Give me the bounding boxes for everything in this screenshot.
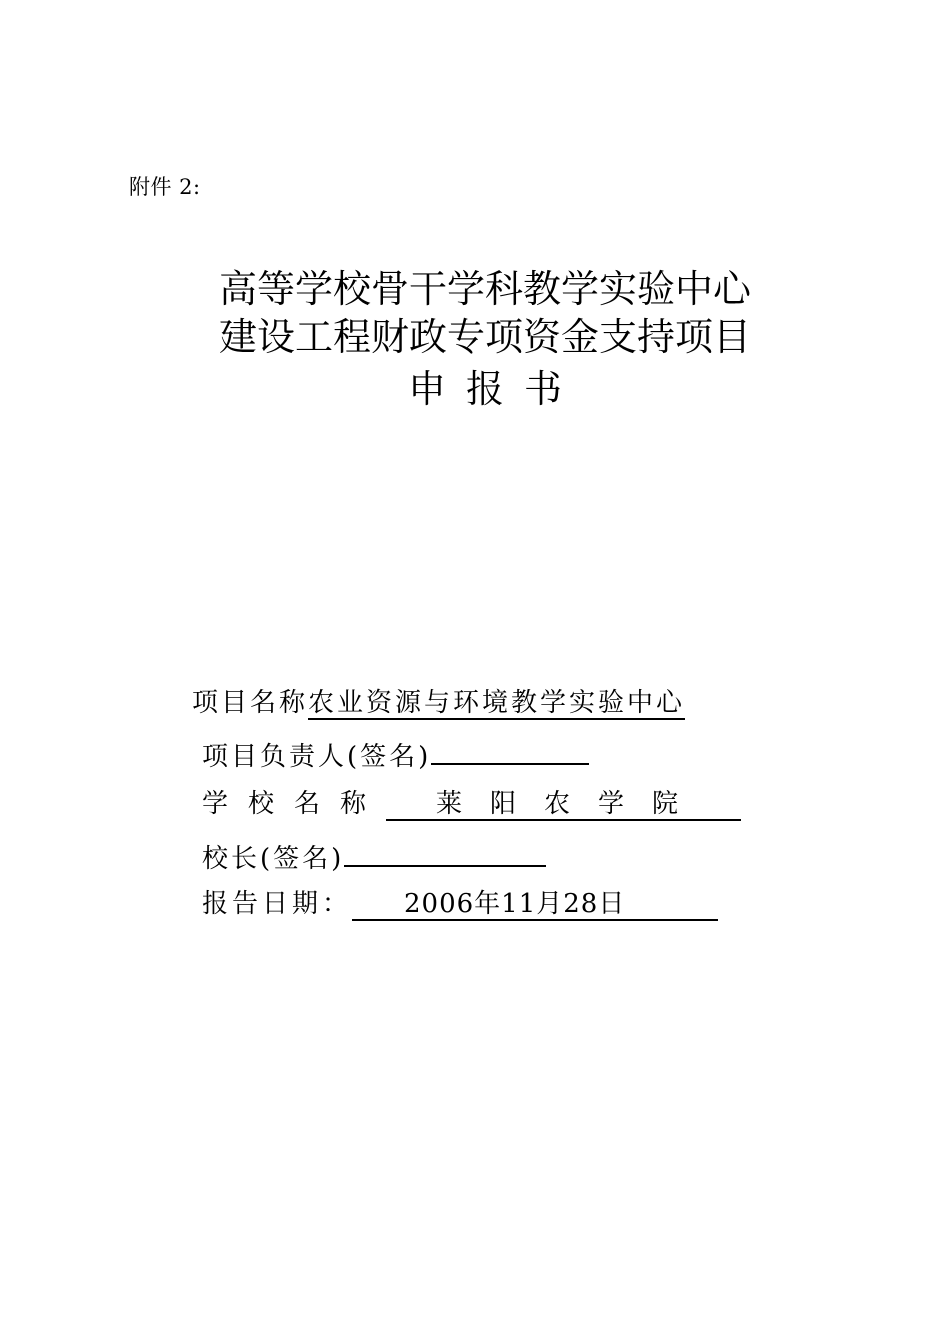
principal-field xyxy=(202,837,546,876)
attachment-label: 附件 2: xyxy=(129,175,201,199)
school-name-value: 莱阳农学院 xyxy=(436,789,707,819)
title-line-1: 高等学校骨干学科教学实验中心 xyxy=(218,267,751,311)
project-leader-signature-line xyxy=(431,735,589,765)
principal-label: 校长(签名) xyxy=(202,844,345,874)
report-date-field xyxy=(202,887,718,921)
project-leader-label: 项目负责人(签名) xyxy=(202,742,432,772)
principal-signature-line xyxy=(344,837,546,867)
report-date-underline xyxy=(352,889,718,921)
title-line-2: 建设工程财政专项资金支持项目 xyxy=(218,315,751,359)
report-date-value: 2006年11月28日 xyxy=(404,889,626,919)
project-name-field xyxy=(192,686,685,720)
school-name-label: 学校名称 xyxy=(202,789,387,819)
school-name-field xyxy=(202,787,741,821)
project-leader-field xyxy=(202,735,589,774)
report-date-label: 报告日期： xyxy=(202,889,353,919)
school-name-underline xyxy=(386,789,741,821)
project-name-label: 项目名称 xyxy=(192,688,309,718)
title-line-3: 申报书 xyxy=(407,367,582,411)
project-name-value: 农业资源与环境教学实验中心 xyxy=(308,688,686,718)
